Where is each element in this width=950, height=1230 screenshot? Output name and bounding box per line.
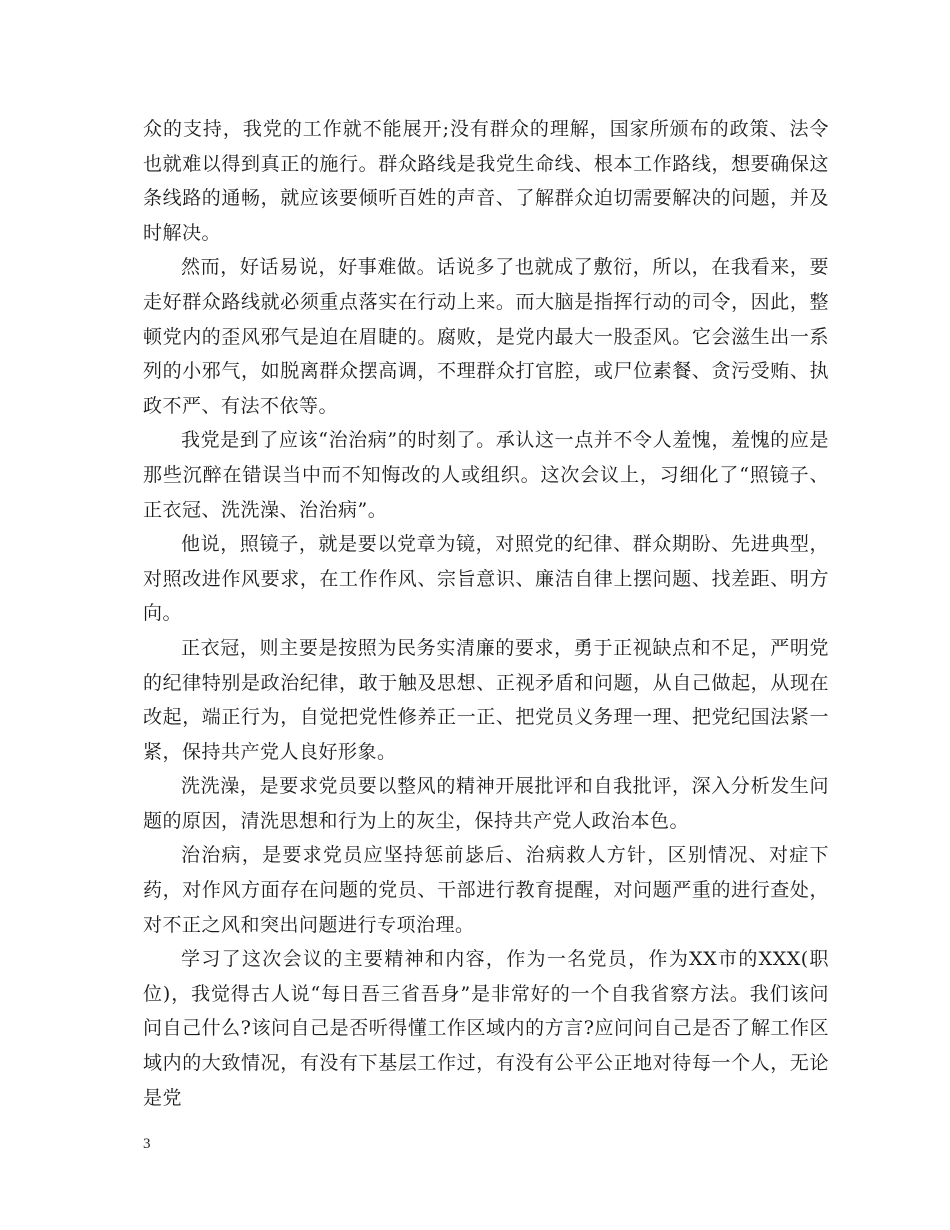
paragraph-5: 正衣冠，则主要是按照为民务实清廉的要求，勇于正视缺点和不足，严明党的纪律特别是政治纪律，敢于触及思想、正视矛盾和问题，从自己做起，从现在改起，端正行为，自觉把党性修养正一正、把党员义务理一理、把党纪国法紧一紧，保持共产党人良好形象。 <box>143 636 829 763</box>
paragraph-1: 众的支持，我党的工作就不能展开;没有群众的理解，国家所颁布的政策、法令也就难以得到真正的施行。群众路线是我党生命线、根本工作路线，想要确保这条线路的通畅，就应该要倾听百姓的声音、了解群众迫切需要解决的问题，并及时解决。 <box>143 118 829 244</box>
paragraph-4: 他说，照镜子，就是要以党章为镜，对照党的纪律、群众期盼、先进典型，对照改进作风要求，在工作作风、宗旨意识、廉洁自律上摆问题、找差距、明方向。 <box>143 533 829 625</box>
page-number: 3 <box>143 1136 151 1152</box>
paragraph-2: 然而，好话易说，好事难做。话说多了也就成了敷衍，所以，在我看来，要走好群众路线就必须重点落实在行动上来。而大脑是指挥行动的司令，因此，整顿党内的歪风邪气是迫在眉睫的。腐败，是党内最大一股歪风。它会滋生出一系列的小邪气，如脱离群众摆高调，不理群众打官腔，或尸位素餐、贪污受贿、执政不严、有法不依等。 <box>143 256 829 417</box>
paragraph-7: 治治病，是要求党员应坚持惩前毖后、治病救人方针，区别情况、对症下药，对作风方面存在问题的党员、干部进行教育提醒，对问题严重的进行查处，对不正之风和突出问题进行专项治理。 <box>143 844 829 936</box>
paragraph-6: 洗洗澡，是要求党员要以整风的精神开展批评和自我批评，深入分析发生问题的原因，清洗思想和行为上的灰尘，保持共产党人政治本色。 <box>143 775 829 832</box>
paragraph-3: 我党是到了应该“治治病”的时刻了。承认这一点并不令人羞愧，羞愧的应是那些沉醉在错误当中而不知悔改的人或组织。这次会议上，习细化了“照镜子、正衣冠、洗洗澡、治治病”。 <box>143 429 829 521</box>
document-body <box>143 112 829 1115</box>
paragraph-8: 学习了这次会议的主要精神和内容，作为一名党员，作为XX市的XXX(职位)，我觉得古人说“每日吾三省吾身”是非常好的一个自我省察方法。我们该问问自己什么?该问自己是否听得懂工作区域内的方言?应问问自己是否了解工作区域内的大致情况，有没有下基层工作过，有没有公平公正地对待每一个人，无论是党 <box>143 948 829 1109</box>
